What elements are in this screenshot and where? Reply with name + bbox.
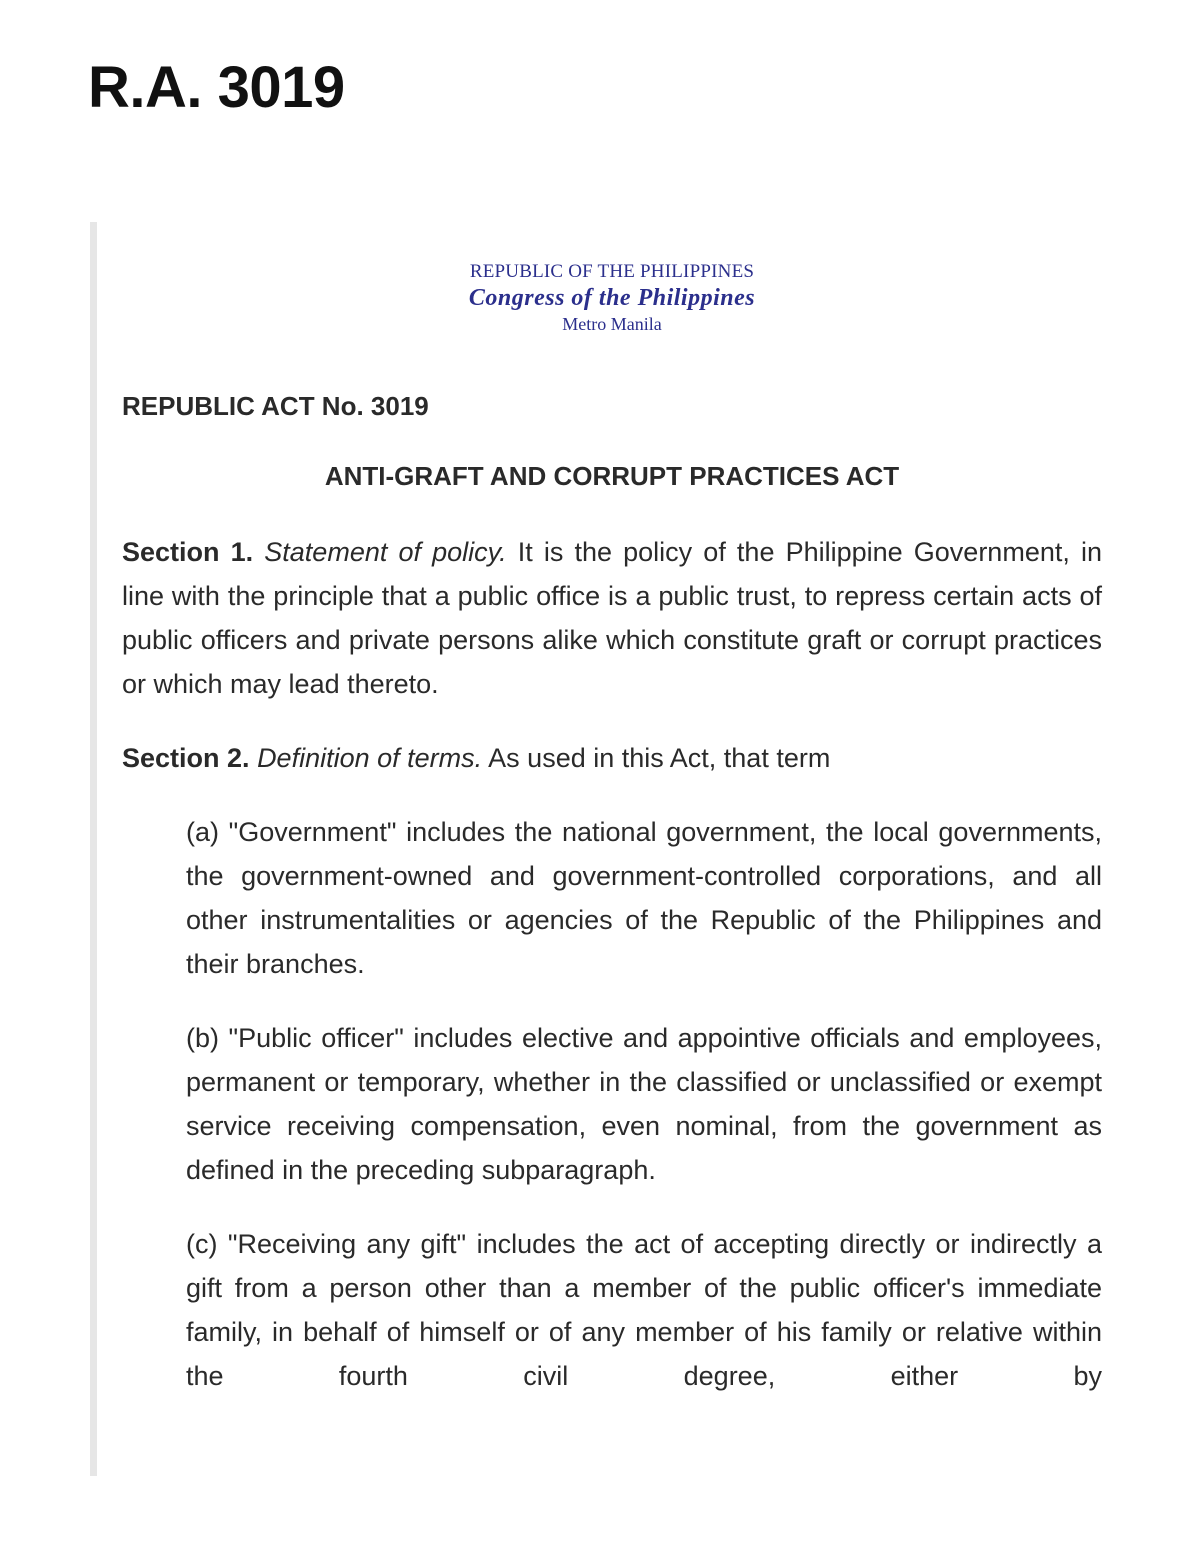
document-body bbox=[122, 260, 1102, 1428]
letterhead-congress: Congress of the Philippines bbox=[468, 285, 756, 311]
section-2 bbox=[122, 736, 1102, 780]
section-1 bbox=[122, 530, 1102, 706]
blockquote-bar bbox=[90, 222, 97, 1476]
letterhead-location: Metro Manila bbox=[562, 314, 662, 334]
act-number: REPUBLIC ACT No. 3019 bbox=[122, 391, 429, 421]
section-2-text: As used in this Act, that term bbox=[488, 743, 831, 773]
definition-item-a: (a) "Government" includes the national government, the local governments, the government-owned and government-controlled corporations, and all other instrumentalities or agencies of the Republic of the Philippines and their branches. bbox=[186, 817, 1102, 979]
definition-item-b: (b) "Public officer" includes elective and appointive officials and employees, permanent or temporary, whether in the classified or unclassified or exempt service receiving compensation, even nominal, from the government as defined in the preceding subparagraph. bbox=[186, 1023, 1102, 1185]
section-2-heading: Definition of terms. bbox=[257, 743, 483, 773]
definition-item-c: (c) "Receiving any gift" includes the act of accepting directly or indirectly a gift from a person other than a member of the public officer's immediate family, in behalf of himself or of any member of his family or relative within the fourth civil degree, either by bbox=[186, 1229, 1102, 1391]
section-2-label: Section 2. bbox=[122, 743, 250, 773]
page-title: R.A. 3019 bbox=[88, 55, 345, 120]
letterhead-republic: REPUBLIC OF THE PHILIPPINES bbox=[469, 261, 755, 282]
letterhead bbox=[122, 260, 1102, 336]
act-title: ANTI-GRAFT AND CORRUPT PRACTICES ACT bbox=[324, 461, 900, 491]
section-1-label: Section 1. bbox=[122, 537, 254, 567]
section-1-text: It is the policy of the Philippine Government, in line with the principle that a public office is a public trust, to repress certain acts of public officers and private persons alike which constitute graft or corrupt practices or which may lead thereto. bbox=[122, 537, 1102, 699]
section-1-heading: Statement of policy. bbox=[264, 537, 507, 567]
